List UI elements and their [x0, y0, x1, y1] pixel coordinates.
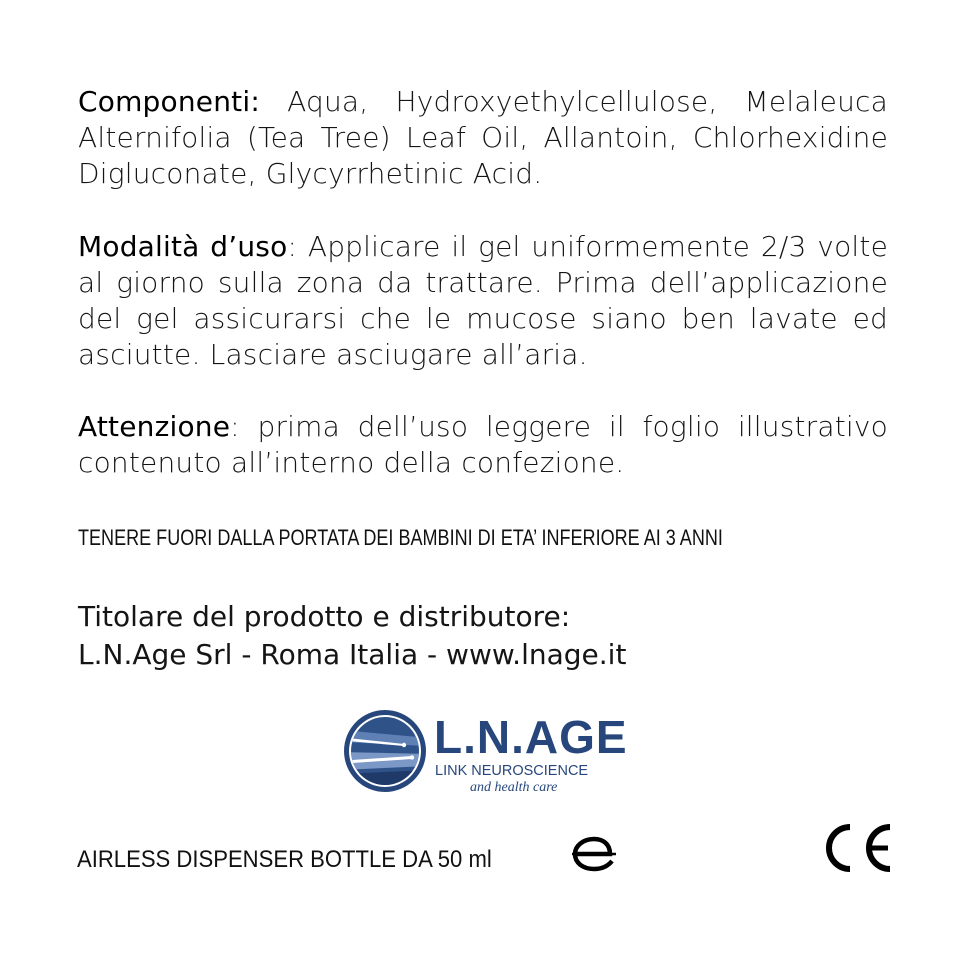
estimated-sign-icon — [570, 834, 618, 874]
holder-title: Titolare del prodotto e distributore: — [78, 600, 571, 633]
usage-label: Modalità d’uso — [78, 230, 288, 263]
logo-name: L.N.AGE — [434, 711, 628, 763]
logo-emblem-icon — [342, 708, 428, 794]
children-warning: TENERE FUORI DALLA PORTATA DEI BAMBINI DI ETA’ INFERIORE AI 3 ANNI — [78, 525, 723, 550]
bottle-description: AIRLESS DISPENSER BOTTLE DA 50 ml — [77, 846, 492, 873]
components-text: Aqua, Hydroxyethylcellulose, Melaleuca Alternifolia (Tea Tree) Leaf Oil, Allantoin, Chlorhexidine Digluconate, Glycyrrhetinic Acid. — [78, 85, 888, 190]
logo-subtitle: LINK NEUROSCIENCE — [435, 763, 589, 779]
usage-paragraph — [78, 229, 888, 373]
usage-text: : Applicare il gel uniformemente 2/3 volte al giorno sulla zona da trattare. Prima dell’applicazione del gel assicurarsi che le mucose siano ben lavate ed asciutte. Lasciare asciugare all’aria. — [78, 230, 888, 371]
logo-tagline: and health care — [470, 780, 558, 795]
holder-block — [78, 598, 626, 674]
company-logo — [342, 708, 642, 800]
components-label: Componenti: — [78, 85, 260, 118]
attention-text: : prima dell’uso leggere il foglio illustrativo contenuto all’interno della confezione. — [78, 410, 888, 479]
ce-mark-icon — [820, 820, 894, 876]
attention-paragraph — [78, 409, 888, 481]
attention-label: Attenzione — [78, 410, 231, 443]
holder-line: L.N.Age Srl - Roma Italia - www.lnage.it — [78, 638, 627, 671]
components-paragraph — [78, 84, 888, 192]
